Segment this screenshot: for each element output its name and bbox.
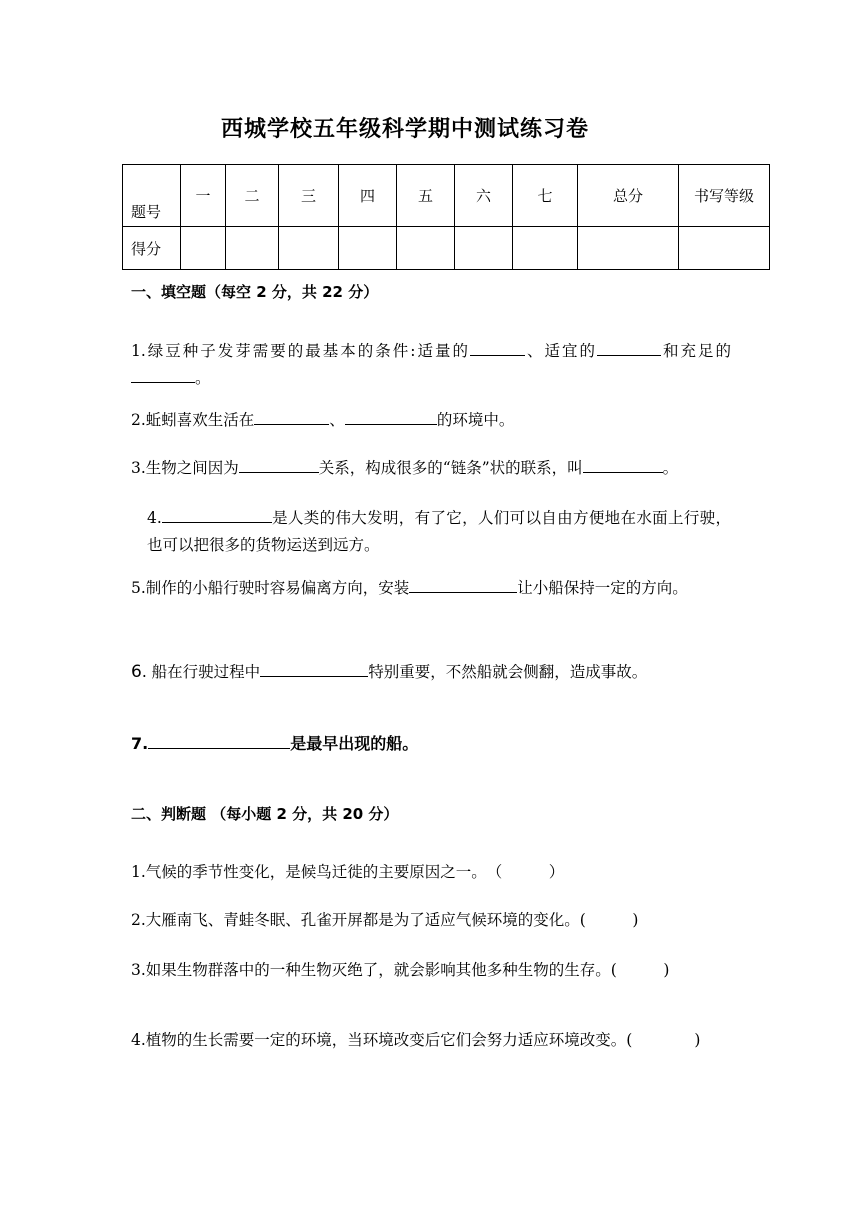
- exam-title: 西城学校五年级科学期中测试练习卷: [220, 117, 589, 142]
- fill-question-2: 2.蚯蚓喜欢生活在 、 的环境中。: [131, 407, 731, 434]
- column-header: 二: [226, 165, 279, 227]
- score-cell: [181, 227, 226, 270]
- score-cell: [679, 227, 770, 270]
- section-heading-true-false: 二、判断题 （每小题 2 分，共 20 分）: [131, 805, 399, 823]
- column-header: 六: [455, 165, 513, 227]
- score-table-header-row: [123, 165, 770, 227]
- score-table: [122, 164, 770, 270]
- score-cell: [578, 227, 679, 270]
- answer-blank: [597, 338, 661, 356]
- score-table-score-row: [123, 227, 770, 270]
- fill-question-5: 5.制作的小船行驶时容易偏离方向，安装 让小船保持一定的方向。: [131, 575, 731, 602]
- answer-blank: [254, 407, 329, 425]
- score-cell: [279, 227, 339, 270]
- fill-question-1: 1.绿豆种子发芽需要的最基本的条件:适量的 、适宜的 和充足的。: [131, 338, 731, 392]
- row-label-question-number: 题号: [123, 165, 181, 227]
- answer-blank: [583, 455, 663, 473]
- answer-blank: [260, 659, 368, 677]
- column-header: 五: [397, 165, 455, 227]
- answer-blank: [409, 575, 517, 593]
- row-label-score: 得分: [123, 227, 181, 270]
- column-header: 七: [513, 165, 578, 227]
- column-header: 书写等级: [679, 165, 770, 227]
- answer-blank: [345, 407, 437, 425]
- answer-blank: [162, 505, 272, 523]
- fill-question-7: 7. 是最早出现的船。: [131, 730, 731, 757]
- column-header: 三: [279, 165, 339, 227]
- answer-blank: [148, 731, 290, 749]
- score-cell: [513, 227, 578, 270]
- fill-question-3: 3.生物之间因为 关系，构成很多的“链条”状的联系，叫 。: [131, 455, 731, 482]
- fill-question-4: 4. 是人类的伟大发明，有了它，人们可以自由方便地在水面上行驶，也可以把很多的货物运送到远方。: [147, 505, 731, 559]
- score-cell: [226, 227, 279, 270]
- judge-question-3: 3.如果生物群落中的一种生物灭绝了，就会影响其他多种生物的生存。( ): [131, 961, 670, 979]
- judge-question-4: 4.植物的生长需要一定的环境，当环境改变后它们会努力适应环境改变。( ): [131, 1031, 701, 1049]
- judge-question-1: 1.气候的季节性变化，是候鸟迁徙的主要原因之一。 （ ）: [131, 863, 565, 881]
- fill-question-6: 6. 船在行驶过程中 特别重要，不然船就会侧翻，造成事故。: [131, 659, 731, 686]
- judge-question-2: 2.大雁南飞、青蛙冬眠、孔雀开屏都是为了适应气候环境的变化。( ): [131, 911, 639, 929]
- answer-blank: [239, 455, 319, 473]
- score-cell: [339, 227, 397, 270]
- section-heading-fill-in: 一、填空题（每空 2 分，共 22 分）: [131, 283, 379, 301]
- answer-blank: [131, 365, 195, 383]
- answer-blank: [470, 338, 525, 356]
- column-header: 四: [339, 165, 397, 227]
- column-header: 一: [181, 165, 226, 227]
- column-header: 总分: [578, 165, 679, 227]
- score-cell: [397, 227, 455, 270]
- score-cell: [455, 227, 513, 270]
